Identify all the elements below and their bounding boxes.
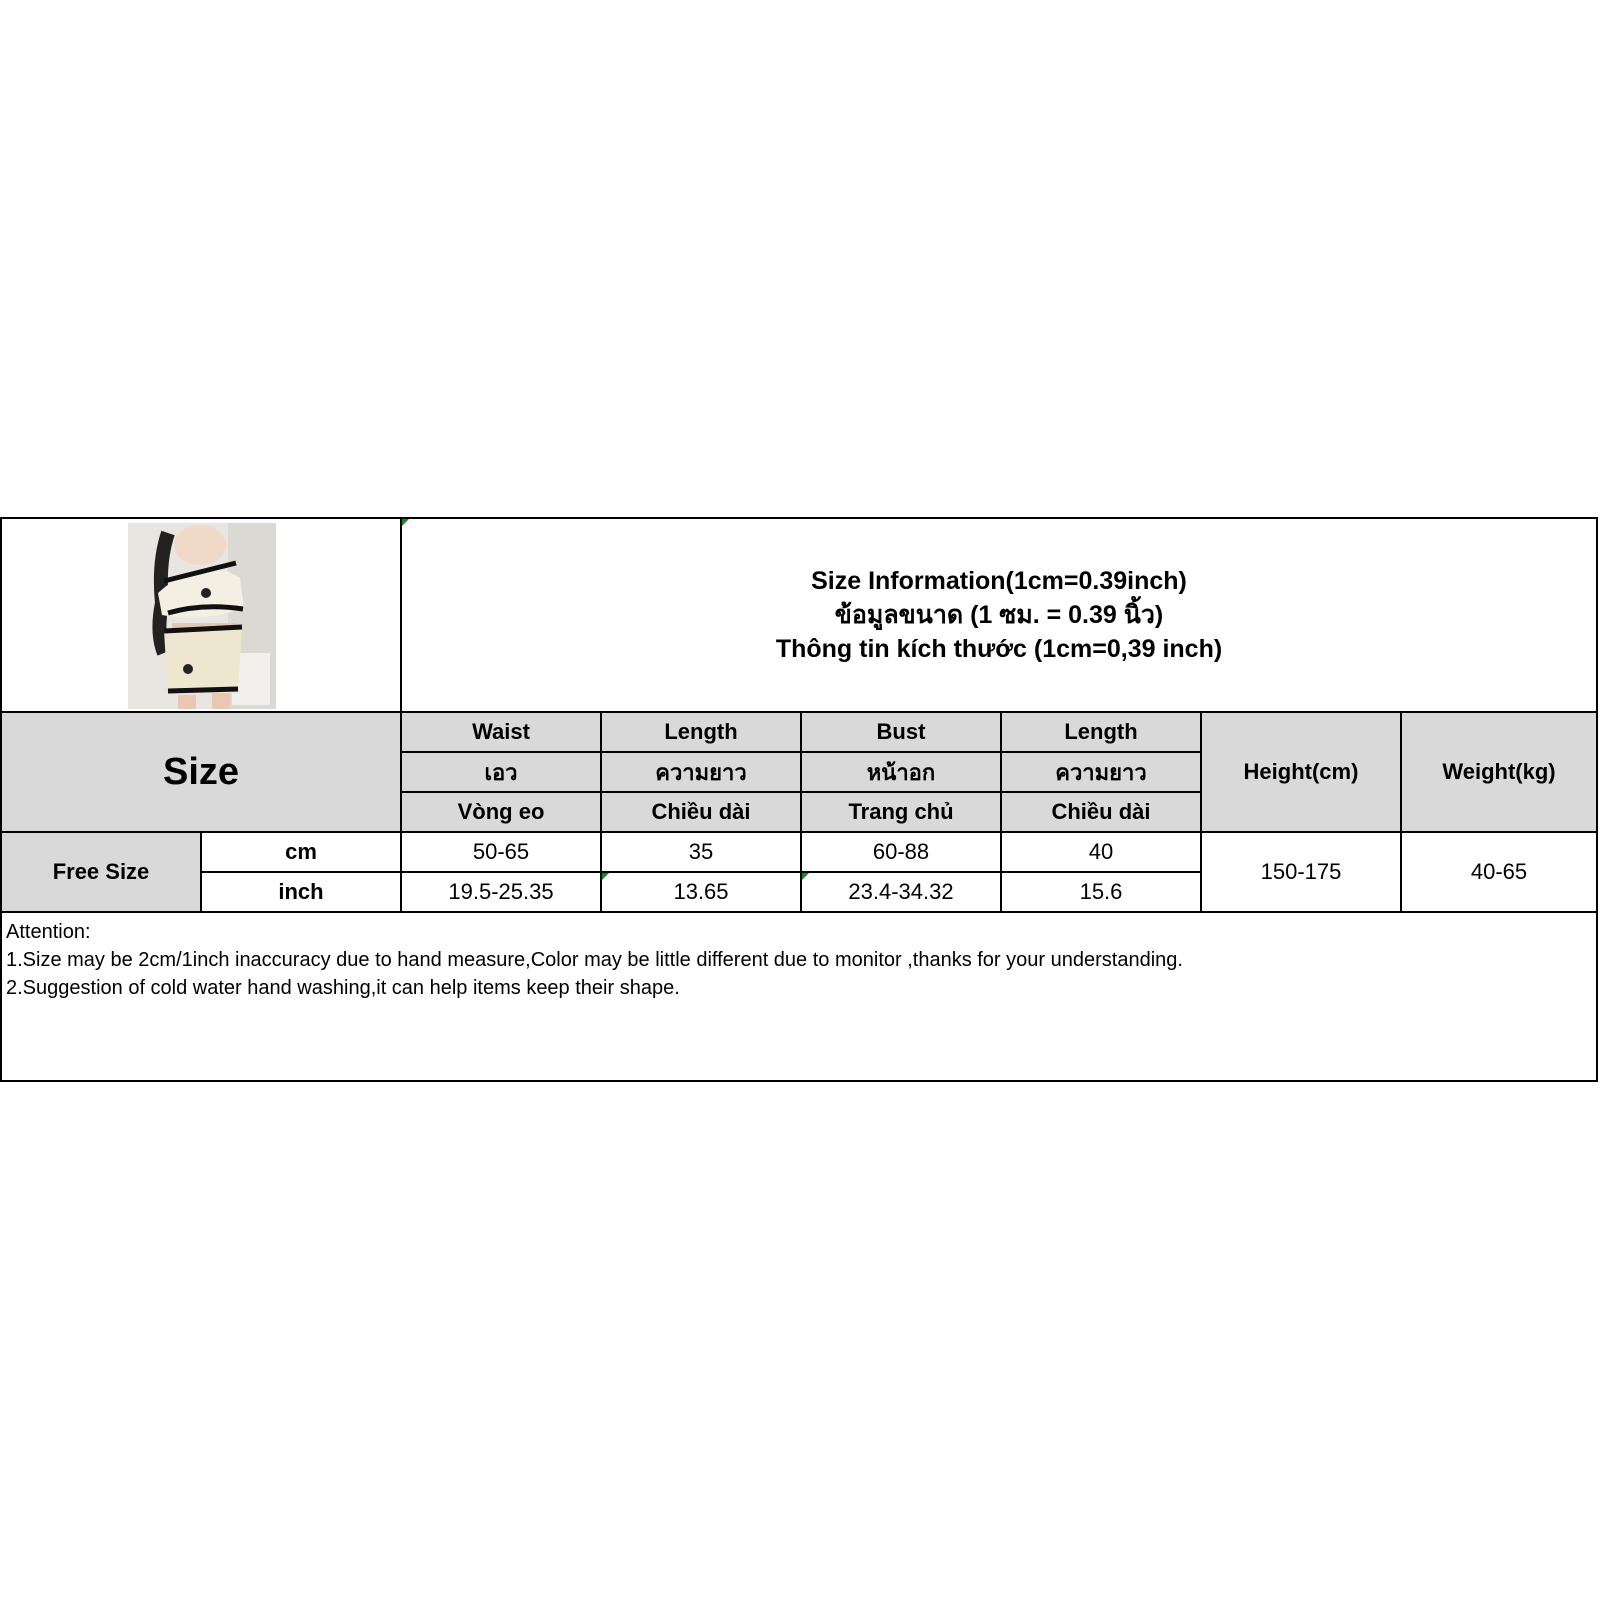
cell-marker: [602, 873, 609, 880]
cell-marker: [402, 519, 409, 526]
unit-cm: cm: [202, 833, 402, 873]
title-line-en: Size Information(1cm=0.39inch): [811, 567, 1187, 595]
col-bust-th: หน้าอก: [802, 753, 1002, 793]
size-chart: [0, 517, 1598, 1082]
col-height: Height(cm): [1202, 713, 1402, 833]
unit-inch: inch: [202, 873, 402, 913]
col-waist-en: Waist: [402, 713, 602, 753]
cm-length2: 40: [1002, 833, 1202, 873]
title-line-vi: Thông tin kích thước (1cm=0,39 inch): [775, 635, 1223, 663]
product-photo-cell: [2, 519, 402, 713]
row-free-size: Free Size: [2, 833, 202, 913]
col-length-th: ความยาว: [602, 753, 802, 793]
weight-value: 40-65: [1402, 833, 1598, 913]
product-photo: [128, 523, 276, 709]
col-length2-th: ความยาว: [1002, 753, 1202, 793]
cm-bust: 60-88: [802, 833, 1002, 873]
inch-waist: 19.5-25.35: [402, 873, 602, 913]
cell-marker: [802, 873, 809, 880]
col-length-vi: Chiều dài: [602, 793, 802, 833]
col-length-en: Length: [602, 713, 802, 753]
attention-line-1: 1.Size may be 2cm/1inch inaccuracy due to hand measure,Color may be little different due to monitor ,thanks for your understanding.: [6, 949, 1183, 971]
size-label: Size: [2, 713, 402, 833]
col-waist-vi: Vòng eo: [402, 793, 602, 833]
col-bust-vi: Trang chủ: [802, 793, 1002, 833]
attention-line-2: 2.Suggestion of cold water hand washing,it can help items keep their shape.: [6, 977, 680, 999]
product-photo-image: [128, 523, 276, 709]
col-length2-en: Length: [1002, 713, 1202, 753]
cm-waist: 50-65: [402, 833, 602, 873]
attention-heading: Attention:: [6, 921, 91, 943]
col-length2-vi: Chiều dài: [1002, 793, 1202, 833]
col-bust-en: Bust: [802, 713, 1002, 753]
inch-length2: 15.6: [1002, 873, 1202, 913]
height-value: 150-175: [1202, 833, 1402, 913]
inch-length: 13.65: [602, 873, 802, 913]
inch-bust: 23.4-34.32: [802, 873, 1002, 913]
col-waist-th: เอว: [402, 753, 602, 793]
size-information-title: [402, 519, 1598, 713]
title-line-th: ข้อมูลขนาด (1 ซม. = 0.39 นิ้ว): [834, 601, 1164, 629]
col-weight: Weight(kg): [1402, 713, 1598, 833]
attention-notes: [6, 918, 1586, 1002]
cm-length: 35: [602, 833, 802, 873]
